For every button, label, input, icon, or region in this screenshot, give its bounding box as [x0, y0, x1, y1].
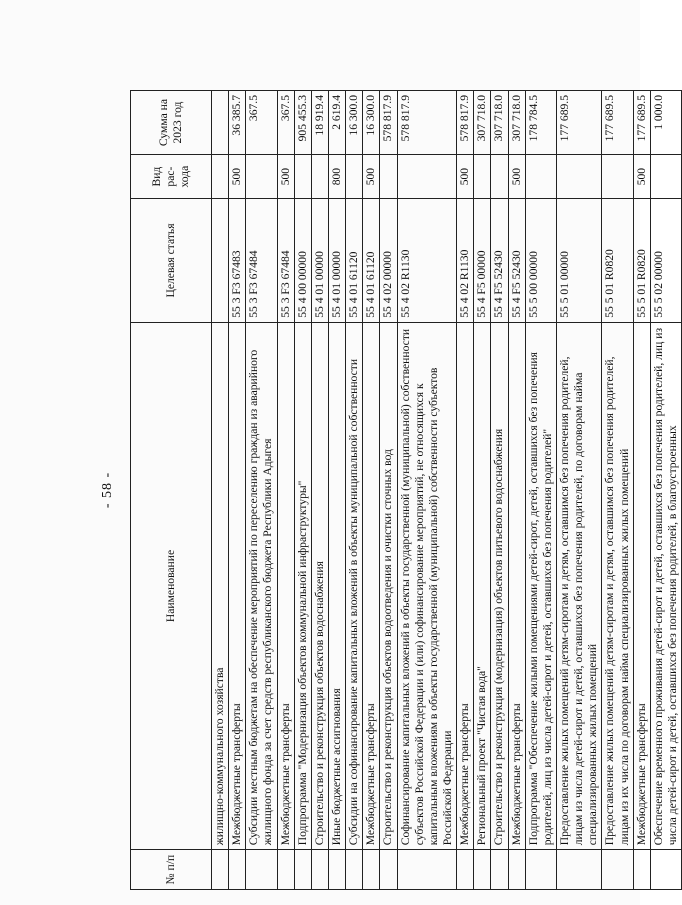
cell-vid: 500 [277, 155, 294, 199]
cell-sum: 177 689.5 [602, 91, 633, 155]
cell-code: 55 5 00 00000 [525, 199, 556, 323]
cell-name: жилищно-коммунального хозяйства [212, 322, 229, 850]
cell-code: 55 3 F3 67483 [229, 199, 246, 323]
table-row [277, 91, 294, 890]
cell-name: Межбюджетные трансферты [363, 322, 380, 850]
cell-name: Предоставление жилых помещений детям-сиротам и детям, оставшимся без попечения родителей, лицам из числа детей-сирот и детей, оставшихся без попечения родителей, по договорам найма специализированных жилых помещений [556, 322, 601, 850]
cell-sum: 905 455.3 [294, 91, 311, 155]
cell-vid [346, 155, 363, 199]
cell-vid [474, 155, 491, 199]
cell-code: 55 3 F3 67484 [246, 199, 277, 323]
cell-name: Иные бюджетные ассигнования [328, 322, 345, 850]
cell-vid [246, 155, 277, 199]
cell-no [602, 850, 633, 890]
header-name: Наименование [131, 322, 212, 850]
cell-sum: 1 000.0 [650, 91, 681, 155]
cell-vid [650, 155, 681, 199]
cell-code: 55 4 F5 52430 [491, 199, 508, 323]
cell-name: Региональный проект "Чистая вода" [474, 322, 491, 850]
cell-sum: 367.5 [246, 91, 277, 155]
cell-vid: 800 [328, 155, 345, 199]
header-sum: Сумма на 2023 год [131, 91, 212, 155]
cell-name: Обеспечение временного проживания детей-сирот и детей, оставшихся без попечения родителей, лиц из числа детей-сирот и детей, оставшихся без попечения родителей, в благоустроенных [650, 322, 681, 850]
cell-name: Межбюджетные трансферты [229, 322, 246, 850]
cell-vid: 500 [457, 155, 474, 199]
cell-code: 55 4 01 00000 [311, 199, 328, 323]
cell-name: Межбюджетные трансферты [633, 322, 650, 850]
cell-vid [525, 155, 556, 199]
table-row [246, 91, 277, 890]
cell-vid [397, 155, 457, 199]
cell-sum: 177 689.5 [556, 91, 601, 155]
cell-name: Субсидии на софинансирование капитальных вложений в объекты муниципальной собственности [346, 322, 363, 850]
cell-code: 55 5 01 R0820 [602, 199, 633, 323]
header-code: Целевая статья [131, 199, 212, 323]
cell-vid: 500 [508, 155, 525, 199]
cell-sum: 18 919.4 [311, 91, 328, 155]
table-row [311, 91, 328, 890]
cell-code: 55 4 01 00000 [328, 199, 345, 323]
cell-name: Подпрограмма "Модернизация объектов коммунальной инфраструктуры" [294, 322, 311, 850]
cell-no [277, 850, 294, 890]
table-row [633, 91, 650, 890]
cell-name: Предоставление жилых помещений детям-сиротам и детям, оставшимся без попечения родителей, лицам из их числа по договорам найма специализированных жилых помещений [602, 322, 633, 850]
cell-no [556, 850, 601, 890]
cell-no [363, 850, 380, 890]
cell-sum: 177 689.5 [633, 91, 650, 155]
cell-sum: 2 619.4 [328, 91, 345, 155]
table-row [229, 91, 246, 890]
cell-sum: 578 817.9 [380, 91, 397, 155]
table-row [650, 91, 681, 890]
cell-name: Софинансирование капитальных вложений в объекты государственной (муниципальной) собственности субъектов Российской Федерации и (или) софинансирование мероприятий, не относящихся к капитальным вложениям в объекты государственной (муниципальной) собственности субъектов Российской Федерации [397, 322, 457, 850]
cell-no [229, 850, 246, 890]
cell-sum: 16 300.0 [346, 91, 363, 155]
cell-no [474, 850, 491, 890]
cell-code: 55 5 01 R0820 [633, 199, 650, 323]
cell-name: Межбюджетные трансферты [457, 322, 474, 850]
cell-no [346, 850, 363, 890]
page-number: - 58 - [100, 471, 115, 509]
cell-sum: 307 718.0 [474, 91, 491, 155]
table-row [328, 91, 345, 890]
cell-name: Межбюджетные трансферты [277, 322, 294, 850]
cell-sum: 367.5 [277, 91, 294, 155]
table-row [363, 91, 380, 890]
cell-sum: 16 300.0 [363, 91, 380, 155]
cell-no [212, 850, 229, 890]
cell-vid [311, 155, 328, 199]
cell-vid [294, 155, 311, 199]
table-row [474, 91, 491, 890]
cell-vid [556, 155, 601, 199]
cell-vid [491, 155, 508, 199]
cell-no [294, 850, 311, 890]
cell-name: Межбюджетные трансферты [508, 322, 525, 850]
table-body [212, 91, 682, 890]
table-row [508, 91, 525, 890]
cell-name: Строительство и реконструкция объектов водоснабжения [311, 322, 328, 850]
budget-table [130, 90, 682, 890]
cell-vid [380, 155, 397, 199]
table-row [397, 91, 457, 890]
cell-no [650, 850, 681, 890]
header-no: № п/п [131, 850, 212, 890]
cell-no [457, 850, 474, 890]
cell-code: 55 4 F5 00000 [474, 199, 491, 323]
cell-no [328, 850, 345, 890]
cell-name: Субсидии местным бюджетам на обеспечение мероприятий по переселению граждан из аварийного жилищного фонда за счет средств республиканского бюджета Республики Адыгея [246, 322, 277, 850]
cell-sum: 307 718.0 [508, 91, 525, 155]
cell-code: 55 4 01 61120 [346, 199, 363, 323]
cell-no [508, 850, 525, 890]
cell-no [311, 850, 328, 890]
cell-sum: 36 385.7 [229, 91, 246, 155]
cell-vid: 500 [229, 155, 246, 199]
cell-sum: 578 817.9 [457, 91, 474, 155]
table-row [346, 91, 363, 890]
table-row [294, 91, 311, 890]
table-row [556, 91, 601, 890]
cell-code: 55 4 F5 52430 [508, 199, 525, 323]
cell-no [397, 850, 457, 890]
cell-vid [602, 155, 633, 199]
table-header-row [131, 91, 212, 890]
cell-sum: 307 718.0 [491, 91, 508, 155]
cell-vid: 500 [363, 155, 380, 199]
cell-code: 55 4 02 R1130 [397, 199, 457, 323]
table-row [602, 91, 633, 890]
table-row [212, 91, 229, 890]
cell-code: 55 4 02 R1130 [457, 199, 474, 323]
table-row [525, 91, 556, 890]
cell-code: 55 4 02 00000 [380, 199, 397, 323]
cell-no [380, 850, 397, 890]
cell-name: Строительство и реконструкция (модернизация) объектов питьевого водоснабжения [491, 322, 508, 850]
table-row [380, 91, 397, 890]
cell-no [246, 850, 277, 890]
cell-name: Подпрограмма "Обеспечение жилыми помещениями детей-сирот, детей, оставшихся без попечения родителей, лиц из числа детей-сирот и детей, оставшихся без попечения родителей" [525, 322, 556, 850]
cell-no [633, 850, 650, 890]
rotated-sheet [100, 90, 679, 890]
table-row [457, 91, 474, 890]
cell-name: Строительство и реконструкция объектов водоотведения и очистки сточных вод [380, 322, 397, 850]
cell-no [525, 850, 556, 890]
cell-no [491, 850, 508, 890]
cell-vid: 500 [633, 155, 650, 199]
cell-sum: 578 817.9 [397, 91, 457, 155]
header-vid: Вид рас-хода [131, 155, 212, 199]
cell-code: 55 3 F3 67484 [277, 199, 294, 323]
cell-sum: 178 784.5 [525, 91, 556, 155]
cell-vid [212, 155, 229, 199]
cell-code [212, 199, 229, 323]
cell-code: 55 5 02 00000 [650, 199, 681, 323]
cell-sum [212, 91, 229, 155]
cell-code: 55 5 01 00000 [556, 199, 601, 323]
table-row [491, 91, 508, 890]
cell-code: 55 4 00 00000 [294, 199, 311, 323]
cell-code: 55 4 01 61120 [363, 199, 380, 323]
